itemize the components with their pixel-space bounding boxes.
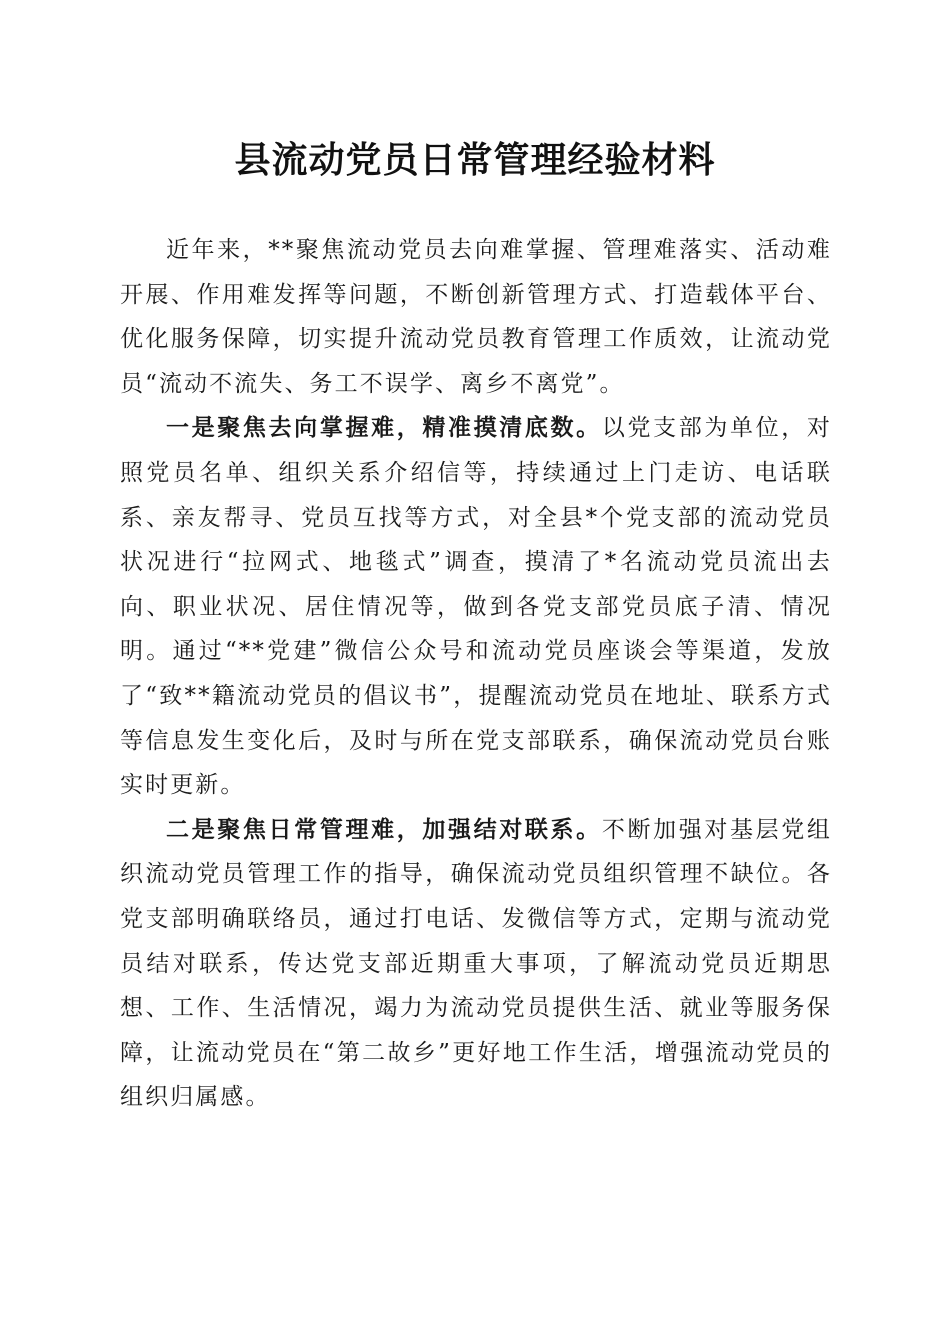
section-text-1: 以党支部为单位，对照党员名单、组织关系介绍信等，持续通过上门走访、电话联系、亲友帮寻、党员互找等方式，对全县*个党支部的流动党员状况进行“拉网式、地毯式”调查，摸清了*名流动党员流出去向、职业状况、居住情况等，做到各党支部党员底子清、情况明。通过“**党建”微信公众号和流动党员座谈会等渠道，发放了“致**籍流动党员的倡议书”，提醒流动党员在地址、联系方式等信息发生变化后，及时与所在党支部联系，确保流动党员台账实时更新。 <box>120 415 832 799</box>
section-heading-1: 一是聚焦去向掌握难，精准摸清底数。 <box>166 414 602 442</box>
section-text-2: 不断加强对基层党组织流动党员管理工作的指导，确保流动党员组织管理不缺位。各党支部明确联络员，通过打电话、发微信等方式，定期与流动党员结对联系，传达党支部近期重大事项，了解流动党员近期思想、工作、生活情况，竭力为流动党员提供生活、就业等服务保障，让流动党员在“第二故乡”更好地工作生活，增强流动党员的组织归属感。 <box>120 816 832 1111</box>
intro-paragraph: 近年来，**聚焦流动党员去向难掌握、管理难落实、活动难开展、作用难发挥等问题，不断创新管理方式、打造载体平台、优化服务保障，切实提升流动党员教育管理工作质效，让流动党员“流动不流失、务工不误学、离乡不离党”。 <box>120 237 832 397</box>
document-title: 县流动党员日常管理经验材料 <box>234 139 716 181</box>
section-paragraph-1 <box>120 406 832 807</box>
section-paragraph-2 <box>120 808 832 1120</box>
document-body <box>120 228 832 1120</box>
section-heading-2: 二是聚焦日常管理难，加强结对联系。 <box>166 815 602 843</box>
